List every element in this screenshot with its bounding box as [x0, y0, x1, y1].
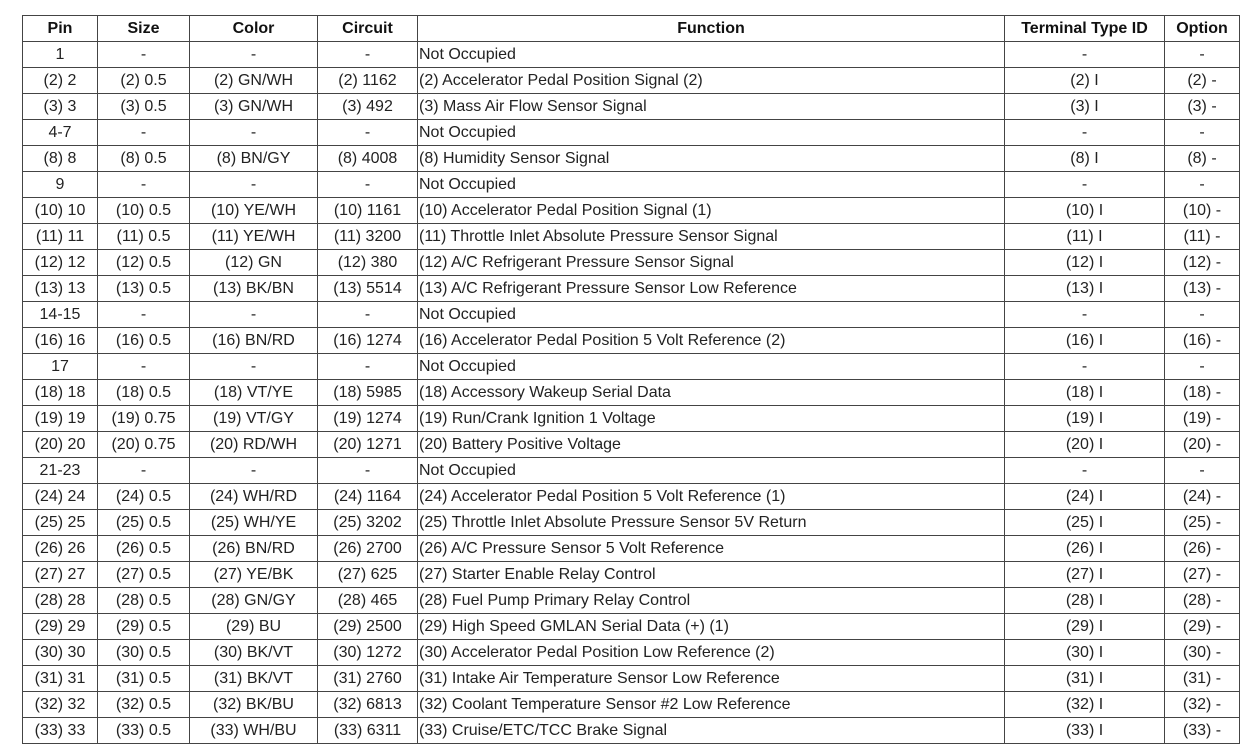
- option-cell: (32) -: [1165, 692, 1240, 718]
- pin-cell: 21-23: [23, 458, 98, 484]
- option-cell: (19) -: [1165, 406, 1240, 432]
- size-cell: (20) 0.75: [98, 432, 190, 458]
- color-cell: (18) VT/YE: [190, 380, 318, 406]
- color-cell: (3) GN/WH: [190, 94, 318, 120]
- terminal-type-cell: (8) I: [1005, 146, 1165, 172]
- terminal-type-cell: (24) I: [1005, 484, 1165, 510]
- function-cell: (31) Intake Air Temperature Sensor Low Reference: [418, 666, 1005, 692]
- color-cell: -: [190, 42, 318, 68]
- pin-cell: 9: [23, 172, 98, 198]
- table-row: [23, 640, 1240, 666]
- terminal-type-cell: (33) I: [1005, 718, 1165, 744]
- terminal-type-cell: (32) I: [1005, 692, 1165, 718]
- pin-cell: (2) 2: [23, 68, 98, 94]
- terminal-type-cell: -: [1005, 120, 1165, 146]
- table-row: [23, 276, 1240, 302]
- pin-cell: (3) 3: [23, 94, 98, 120]
- option-cell: (8) -: [1165, 146, 1240, 172]
- option-cell: (26) -: [1165, 536, 1240, 562]
- size-cell: -: [98, 458, 190, 484]
- circuit-cell: (12) 380: [318, 250, 418, 276]
- circuit-cell: -: [318, 172, 418, 198]
- pin-cell: (25) 25: [23, 510, 98, 536]
- pin-cell: (11) 11: [23, 224, 98, 250]
- table-row: [23, 588, 1240, 614]
- size-cell: (2) 0.5: [98, 68, 190, 94]
- size-cell: (33) 0.5: [98, 718, 190, 744]
- terminal-type-cell: (30) I: [1005, 640, 1165, 666]
- terminal-type-cell: (26) I: [1005, 536, 1165, 562]
- circuit-cell: (16) 1274: [318, 328, 418, 354]
- size-cell: (16) 0.5: [98, 328, 190, 354]
- table-row: [23, 718, 1240, 744]
- option-cell: -: [1165, 172, 1240, 198]
- option-cell: (33) -: [1165, 718, 1240, 744]
- color-cell: (24) WH/RD: [190, 484, 318, 510]
- table-row: [23, 562, 1240, 588]
- circuit-cell: (33) 6311: [318, 718, 418, 744]
- pin-cell: (33) 33: [23, 718, 98, 744]
- color-cell: (30) BK/VT: [190, 640, 318, 666]
- table-row: [23, 328, 1240, 354]
- circuit-cell: (2) 1162: [318, 68, 418, 94]
- table-row: [23, 224, 1240, 250]
- size-cell: (10) 0.5: [98, 198, 190, 224]
- color-cell: (16) BN/RD: [190, 328, 318, 354]
- option-cell: (11) -: [1165, 224, 1240, 250]
- color-cell: (25) WH/YE: [190, 510, 318, 536]
- terminal-type-cell: (31) I: [1005, 666, 1165, 692]
- function-cell: Not Occupied: [418, 302, 1005, 328]
- table-row: [23, 510, 1240, 536]
- header-pin: Pin: [23, 16, 98, 42]
- terminal-type-cell: -: [1005, 42, 1165, 68]
- circuit-cell: (11) 3200: [318, 224, 418, 250]
- pin-cell: (28) 28: [23, 588, 98, 614]
- color-cell: -: [190, 458, 318, 484]
- header-color: Color: [190, 16, 318, 42]
- size-cell: -: [98, 302, 190, 328]
- pin-cell: (13) 13: [23, 276, 98, 302]
- option-cell: (16) -: [1165, 328, 1240, 354]
- function-cell: (24) Accelerator Pedal Position 5 Volt Reference (1): [418, 484, 1005, 510]
- function-cell: (12) A/C Refrigerant Pressure Sensor Signal: [418, 250, 1005, 276]
- function-cell: (25) Throttle Inlet Absolute Pressure Sensor 5V Return: [418, 510, 1005, 536]
- color-cell: (8) BN/GY: [190, 146, 318, 172]
- function-cell: (3) Mass Air Flow Sensor Signal: [418, 94, 1005, 120]
- circuit-cell: (27) 625: [318, 562, 418, 588]
- option-cell: (30) -: [1165, 640, 1240, 666]
- pin-cell: (32) 32: [23, 692, 98, 718]
- size-cell: (18) 0.5: [98, 380, 190, 406]
- table-header: [23, 16, 1240, 42]
- option-cell: (28) -: [1165, 588, 1240, 614]
- size-cell: -: [98, 354, 190, 380]
- option-cell: (25) -: [1165, 510, 1240, 536]
- option-cell: (20) -: [1165, 432, 1240, 458]
- color-cell: (13) BK/BN: [190, 276, 318, 302]
- header-function: Function: [418, 16, 1005, 42]
- option-cell: -: [1165, 120, 1240, 146]
- pin-cell: (27) 27: [23, 562, 98, 588]
- circuit-cell: -: [318, 42, 418, 68]
- table-body: [23, 42, 1240, 744]
- pin-cell: (8) 8: [23, 146, 98, 172]
- circuit-cell: (31) 2760: [318, 666, 418, 692]
- table-row: [23, 42, 1240, 68]
- color-cell: (10) YE/WH: [190, 198, 318, 224]
- terminal-type-cell: (11) I: [1005, 224, 1165, 250]
- circuit-cell: (10) 1161: [318, 198, 418, 224]
- size-cell: (27) 0.5: [98, 562, 190, 588]
- option-cell: (3) -: [1165, 94, 1240, 120]
- option-cell: (2) -: [1165, 68, 1240, 94]
- table-row: [23, 120, 1240, 146]
- terminal-type-cell: (3) I: [1005, 94, 1165, 120]
- pin-cell: (29) 29: [23, 614, 98, 640]
- header-row: [23, 16, 1240, 42]
- terminal-type-cell: (20) I: [1005, 432, 1165, 458]
- circuit-cell: -: [318, 354, 418, 380]
- function-cell: (19) Run/Crank Ignition 1 Voltage: [418, 406, 1005, 432]
- color-cell: (27) YE/BK: [190, 562, 318, 588]
- color-cell: (31) BK/VT: [190, 666, 318, 692]
- function-cell: (27) Starter Enable Relay Control: [418, 562, 1005, 588]
- table-row: [23, 432, 1240, 458]
- connector-pinout-table: [22, 15, 1240, 744]
- pin-cell: 14-15: [23, 302, 98, 328]
- option-cell: (29) -: [1165, 614, 1240, 640]
- terminal-type-cell: (19) I: [1005, 406, 1165, 432]
- circuit-cell: (20) 1271: [318, 432, 418, 458]
- color-cell: (28) GN/GY: [190, 588, 318, 614]
- option-cell: -: [1165, 42, 1240, 68]
- circuit-cell: (28) 465: [318, 588, 418, 614]
- function-cell: (11) Throttle Inlet Absolute Pressure Sensor Signal: [418, 224, 1005, 250]
- circuit-cell: (30) 1272: [318, 640, 418, 666]
- color-cell: (29) BU: [190, 614, 318, 640]
- terminal-type-cell: (25) I: [1005, 510, 1165, 536]
- color-cell: (32) BK/BU: [190, 692, 318, 718]
- table-row: [23, 94, 1240, 120]
- function-cell: (16) Accelerator Pedal Position 5 Volt Reference (2): [418, 328, 1005, 354]
- pin-cell: (26) 26: [23, 536, 98, 562]
- table-row: [23, 484, 1240, 510]
- circuit-cell: (29) 2500: [318, 614, 418, 640]
- table-row: [23, 614, 1240, 640]
- circuit-cell: (24) 1164: [318, 484, 418, 510]
- terminal-type-cell: -: [1005, 302, 1165, 328]
- function-cell: (8) Humidity Sensor Signal: [418, 146, 1005, 172]
- function-cell: Not Occupied: [418, 354, 1005, 380]
- pin-cell: 17: [23, 354, 98, 380]
- option-cell: (13) -: [1165, 276, 1240, 302]
- color-cell: (12) GN: [190, 250, 318, 276]
- table-row: [23, 406, 1240, 432]
- size-cell: (3) 0.5: [98, 94, 190, 120]
- table-row: [23, 146, 1240, 172]
- terminal-type-cell: (10) I: [1005, 198, 1165, 224]
- function-cell: Not Occupied: [418, 458, 1005, 484]
- pin-cell: (20) 20: [23, 432, 98, 458]
- circuit-cell: -: [318, 120, 418, 146]
- header-option: Option: [1165, 16, 1240, 42]
- color-cell: (20) RD/WH: [190, 432, 318, 458]
- color-cell: (19) VT/GY: [190, 406, 318, 432]
- circuit-cell: -: [318, 302, 418, 328]
- size-cell: -: [98, 120, 190, 146]
- pin-cell: (31) 31: [23, 666, 98, 692]
- table-row: [23, 302, 1240, 328]
- function-cell: (18) Accessory Wakeup Serial Data: [418, 380, 1005, 406]
- color-cell: -: [190, 302, 318, 328]
- size-cell: -: [98, 172, 190, 198]
- table-row: [23, 458, 1240, 484]
- function-cell: (10) Accelerator Pedal Position Signal (1): [418, 198, 1005, 224]
- size-cell: (31) 0.5: [98, 666, 190, 692]
- table-row: [23, 198, 1240, 224]
- terminal-type-cell: -: [1005, 354, 1165, 380]
- header-size: Size: [98, 16, 190, 42]
- circuit-cell: (13) 5514: [318, 276, 418, 302]
- pin-cell: (30) 30: [23, 640, 98, 666]
- option-cell: (18) -: [1165, 380, 1240, 406]
- function-cell: (13) A/C Refrigerant Pressure Sensor Low Reference: [418, 276, 1005, 302]
- circuit-cell: (26) 2700: [318, 536, 418, 562]
- function-cell: Not Occupied: [418, 120, 1005, 146]
- color-cell: -: [190, 120, 318, 146]
- option-cell: (10) -: [1165, 198, 1240, 224]
- color-cell: (26) BN/RD: [190, 536, 318, 562]
- header-circuit: Circuit: [318, 16, 418, 42]
- table-row: [23, 380, 1240, 406]
- connector-pinout-table-wrapper: [22, 15, 1239, 744]
- circuit-cell: (32) 6813: [318, 692, 418, 718]
- function-cell: (32) Coolant Temperature Sensor #2 Low Reference: [418, 692, 1005, 718]
- size-cell: (29) 0.5: [98, 614, 190, 640]
- color-cell: -: [190, 354, 318, 380]
- pin-cell: (10) 10: [23, 198, 98, 224]
- function-cell: (20) Battery Positive Voltage: [418, 432, 1005, 458]
- size-cell: (11) 0.5: [98, 224, 190, 250]
- option-cell: -: [1165, 302, 1240, 328]
- table-row: [23, 692, 1240, 718]
- size-cell: -: [98, 42, 190, 68]
- function-cell: (28) Fuel Pump Primary Relay Control: [418, 588, 1005, 614]
- circuit-cell: (25) 3202: [318, 510, 418, 536]
- terminal-type-cell: (29) I: [1005, 614, 1165, 640]
- table-row: [23, 666, 1240, 692]
- size-cell: (32) 0.5: [98, 692, 190, 718]
- size-cell: (24) 0.5: [98, 484, 190, 510]
- table-row: [23, 68, 1240, 94]
- terminal-type-cell: (13) I: [1005, 276, 1165, 302]
- pin-cell: (24) 24: [23, 484, 98, 510]
- option-cell: (12) -: [1165, 250, 1240, 276]
- circuit-cell: (8) 4008: [318, 146, 418, 172]
- terminal-type-cell: -: [1005, 172, 1165, 198]
- circuit-cell: (19) 1274: [318, 406, 418, 432]
- terminal-type-cell: (27) I: [1005, 562, 1165, 588]
- function-cell: Not Occupied: [418, 172, 1005, 198]
- terminal-type-cell: (18) I: [1005, 380, 1165, 406]
- function-cell: (30) Accelerator Pedal Position Low Reference (2): [418, 640, 1005, 666]
- color-cell: (33) WH/BU: [190, 718, 318, 744]
- pin-cell: (19) 19: [23, 406, 98, 432]
- function-cell: (2) Accelerator Pedal Position Signal (2): [418, 68, 1005, 94]
- function-cell: (29) High Speed GMLAN Serial Data (+) (1): [418, 614, 1005, 640]
- table-row: [23, 354, 1240, 380]
- table-row: [23, 172, 1240, 198]
- option-cell: (24) -: [1165, 484, 1240, 510]
- function-cell: (33) Cruise/ETC/TCC Brake Signal: [418, 718, 1005, 744]
- pin-cell: (18) 18: [23, 380, 98, 406]
- circuit-cell: (3) 492: [318, 94, 418, 120]
- circuit-cell: -: [318, 458, 418, 484]
- option-cell: (27) -: [1165, 562, 1240, 588]
- size-cell: (25) 0.5: [98, 510, 190, 536]
- size-cell: (19) 0.75: [98, 406, 190, 432]
- size-cell: (28) 0.5: [98, 588, 190, 614]
- pin-cell: (12) 12: [23, 250, 98, 276]
- terminal-type-cell: (28) I: [1005, 588, 1165, 614]
- header-terminal-type-id: Terminal Type ID: [1005, 16, 1165, 42]
- pin-cell: 1: [23, 42, 98, 68]
- option-cell: -: [1165, 354, 1240, 380]
- table-row: [23, 536, 1240, 562]
- circuit-cell: (18) 5985: [318, 380, 418, 406]
- size-cell: (12) 0.5: [98, 250, 190, 276]
- size-cell: (13) 0.5: [98, 276, 190, 302]
- color-cell: (2) GN/WH: [190, 68, 318, 94]
- terminal-type-cell: (12) I: [1005, 250, 1165, 276]
- terminal-type-cell: -: [1005, 458, 1165, 484]
- function-cell: Not Occupied: [418, 42, 1005, 68]
- pin-cell: (16) 16: [23, 328, 98, 354]
- size-cell: (8) 0.5: [98, 146, 190, 172]
- size-cell: (26) 0.5: [98, 536, 190, 562]
- terminal-type-cell: (2) I: [1005, 68, 1165, 94]
- pin-cell: 4-7: [23, 120, 98, 146]
- color-cell: (11) YE/WH: [190, 224, 318, 250]
- table-row: [23, 250, 1240, 276]
- color-cell: -: [190, 172, 318, 198]
- terminal-type-cell: (16) I: [1005, 328, 1165, 354]
- function-cell: (26) A/C Pressure Sensor 5 Volt Reference: [418, 536, 1005, 562]
- size-cell: (30) 0.5: [98, 640, 190, 666]
- option-cell: (31) -: [1165, 666, 1240, 692]
- option-cell: -: [1165, 458, 1240, 484]
